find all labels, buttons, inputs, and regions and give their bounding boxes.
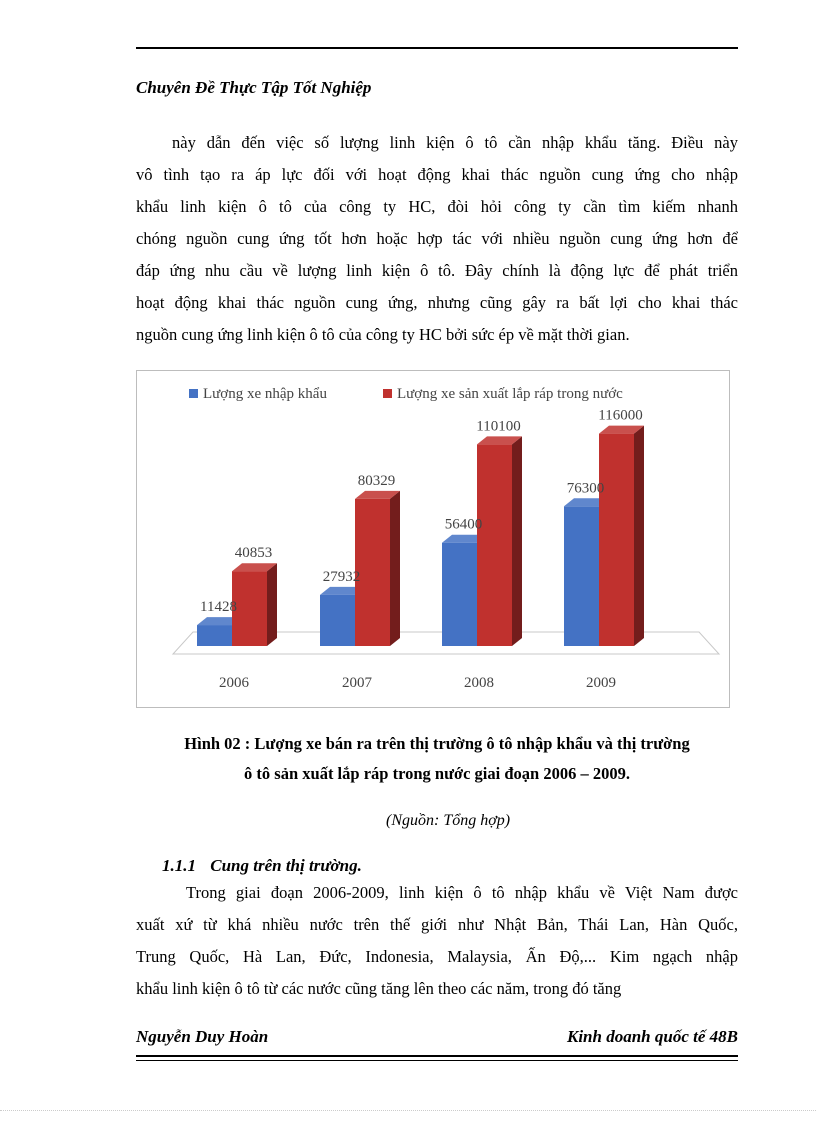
paragraph-1 — [136, 127, 738, 351]
x-tick-label: 2009 — [586, 675, 616, 691]
footer-rule — [136, 1055, 738, 1057]
page-header: Chuyên Đề Thực Tập Tốt Nghiệp — [136, 78, 372, 97]
legend-swatch-domestic — [383, 389, 392, 398]
legend-swatch-imported — [189, 389, 198, 398]
chart-frame — [136, 370, 730, 708]
section-heading — [162, 856, 362, 876]
footer-author: Nguyễn Duy Hoàn — [136, 1027, 269, 1046]
paragraph-line: Trong giai đoạn 2006-2009, linh kiện ô tô nhập khẩu về Việt Nam được — [186, 883, 738, 902]
data-label: 80329 — [357, 472, 396, 489]
chart-x-axis — [219, 675, 616, 691]
paragraph-line: chóng nguồn cung ứng tốt hơn hoặc hợp tác với nhiều nguồn cung ứng hơn để — [136, 229, 738, 248]
footer-course: Kinh doanh quốc tế 48B — [567, 1027, 738, 1046]
section-title: Cung trên thị trường. — [210, 856, 362, 875]
paragraph-line: nguồn cung ứng linh kiện ô tô của công ty HC bởi sức ép về mặt thời gian. — [136, 325, 630, 344]
legend-label-imported: Lượng xe nhập khẩu — [203, 386, 327, 402]
x-tick-label: 2007 — [342, 675, 372, 691]
data-label: 116000 — [598, 407, 643, 424]
data-label: 76300 — [566, 480, 605, 497]
data-label: 40853 — [234, 545, 273, 562]
paragraph-2 — [136, 877, 738, 1005]
header-rule — [136, 47, 738, 49]
section-number: 1.1.1 — [162, 856, 196, 875]
paragraph-line: này dẫn đến việc số lượng linh kiện ô tô cần nhập khẩu tăng. Điều này — [172, 133, 738, 152]
bar-chart — [137, 371, 729, 707]
chart-legend — [189, 386, 623, 402]
x-tick-label: 2008 — [464, 675, 494, 691]
x-tick-label: 2006 — [219, 675, 249, 691]
bar-domestic-2009 — [599, 426, 644, 646]
bar-side — [267, 563, 277, 646]
bar-front — [232, 571, 267, 646]
paragraph-line: xuất xứ từ khá nhiều nước trên thế giới như Nhật Bản, Thái Lan, Hàn Quốc, — [136, 915, 738, 934]
paragraph-line: khẩu linh kiện ô tô từ các nước cũng tăng lên theo các năm, trong đó tăng — [136, 979, 622, 998]
bar-front — [477, 444, 512, 646]
paragraph-line: khẩu linh kiện ô tô của công ty HC, đòi hỏi công ty cần tìm kiếm nhanh — [136, 197, 738, 216]
data-label: 56400 — [444, 516, 483, 533]
bar-front — [599, 434, 634, 646]
figure-source: (Nguồn: Tổng hợp) — [386, 812, 511, 829]
bar-domestic-2007 — [355, 491, 400, 646]
bar-side — [512, 436, 522, 646]
bar-domestic-2008 — [477, 436, 522, 646]
bar-front — [320, 595, 355, 646]
data-label: 110100 — [476, 418, 521, 435]
bar-front — [355, 499, 390, 646]
bar-front — [564, 506, 599, 646]
footer-rule-thin — [136, 1060, 738, 1061]
bar-side — [634, 426, 644, 646]
bar-front — [197, 625, 232, 646]
data-label: 11428 — [200, 599, 237, 616]
figure-caption-line-1: Hình 02 : Lượng xe bán ra trên thị trường ô tô nhập khẩu và thị trường — [184, 734, 690, 753]
bar-domestic-2006 — [232, 563, 277, 646]
bar-side — [390, 491, 400, 646]
bar-front — [442, 543, 477, 646]
figure-caption-line-2: ô tô sản xuất lắp ráp trong nước giai đoạn 2006 – 2009. — [244, 764, 630, 783]
paragraph-line: hoạt động khai thác nguồn cung ứng, nhưng cũng gây ra bất lợi cho khai thác — [136, 293, 738, 312]
data-label: 27932 — [322, 568, 361, 585]
paragraph-line: vô tình tạo ra áp lực đối với hoạt động khai thác nguồn cung ứng cho nhập — [136, 165, 738, 184]
paragraph-line: Trung Quốc, Hà Lan, Đức, Indonesia, Malaysia, Ấn Độ,... Kim ngạch nhập — [136, 947, 738, 966]
legend-label-domestic: Lượng xe sản xuất lắp ráp trong nước — [397, 386, 623, 402]
chart-bars — [197, 426, 644, 646]
page-edge — [0, 1110, 816, 1111]
paragraph-line: đáp ứng nhu cầu về lượng linh kiện ô tô. Đây chính là động lực để phát triển — [136, 261, 738, 280]
